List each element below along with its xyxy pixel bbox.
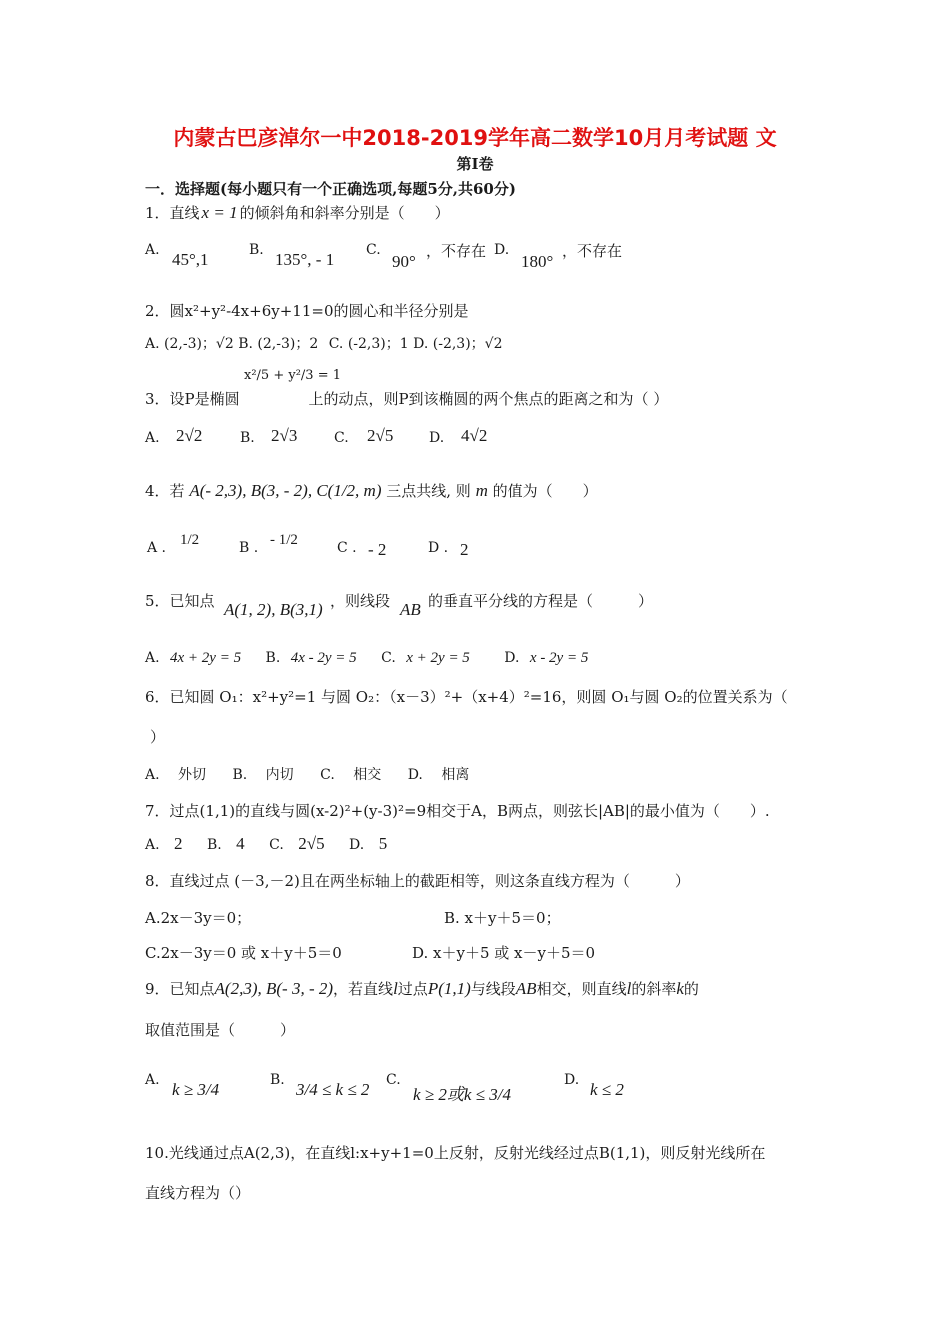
question-3 xyxy=(145,368,668,418)
q9-option-d-label: D. xyxy=(564,1072,580,1088)
q9-text-c: 过点 xyxy=(397,980,428,998)
q7-option-a-label: A. xyxy=(145,837,160,853)
question-8: 8．直线过点 (－3,－2)且在两坐标轴上的截距相等，则这条直线方程为（ ） xyxy=(145,872,690,890)
q3-option-b-label: B. xyxy=(240,430,255,446)
q9-option-b-label: B. xyxy=(270,1072,285,1088)
q8-option-a: A.2x－3y＝0； xyxy=(145,909,252,927)
question-6: 6．已知圆 O₁：x²+y²=1 与圆 O₂：（x－3）²+（x+4）²=16，则圆 O₁与圆 O₂的位置关系为（ xyxy=(145,688,788,706)
q4-text-b: 三点共线, 则 xyxy=(386,482,471,500)
q1-option-d: 180° xyxy=(521,252,554,271)
q9-text-e: 相交，则直线 xyxy=(536,980,627,998)
q6-option-d: D. 相离 xyxy=(407,767,470,783)
q9-option-a-label: A. xyxy=(145,1072,160,1088)
question-4 xyxy=(145,480,598,501)
q9-text-b: ，若直线 xyxy=(333,980,394,998)
q4-option-a-label: A . xyxy=(147,540,167,556)
q5-text-c: 的垂直平分线的方程是（ ） xyxy=(428,592,654,610)
q4-option-c: - 2 xyxy=(368,540,387,559)
q6-option-c: C. 相交 xyxy=(320,767,382,783)
q4-points: A(- 2,3), B(3, - 2), C(1/2, m) xyxy=(189,481,382,500)
q1-option-b: 135°, - 1 xyxy=(275,250,335,269)
q1-text-a: 1．直线 xyxy=(145,204,200,222)
q9-text-d: 与线段 xyxy=(470,980,516,998)
q9-line-l-2: l xyxy=(626,979,632,998)
q4-variable-m: m xyxy=(475,481,488,500)
q9-slope-k: k xyxy=(676,979,684,998)
q7-option-a: 2 xyxy=(174,834,183,853)
q9-option-b: 3/4 ≤ k ≤ 2 xyxy=(296,1080,370,1099)
volume-heading: 第Ⅰ卷 xyxy=(456,155,494,173)
q5-option-a-label: A. xyxy=(145,650,160,666)
q3-text-d: 到该椭圆的两个焦点的距离之和为（ ） xyxy=(408,390,669,408)
q1-option-d-text: ，不存在 xyxy=(562,242,623,260)
question-10: 10.光线通过点A(2,3)，在直线l:x+y+1=0上反射，反射光线经过点B(1,1)，则反射光线所在 xyxy=(145,1144,766,1162)
q3-option-a: 2√2 xyxy=(176,426,203,445)
q6-options xyxy=(145,764,469,784)
q9-points: A(2,3), B(- 3, - 2) xyxy=(214,979,334,998)
q3-text-c: 上的动点，则 xyxy=(308,390,399,408)
q9-line-l: l xyxy=(393,979,398,998)
q2-option-b: (2,-3)；2 xyxy=(257,336,319,352)
q5-text-b: ，则线段 xyxy=(330,592,391,610)
page-title: 内蒙古巴彦淖尔一中2018-2019学年高二数学10月月考试题 文 xyxy=(173,126,777,150)
q5-option-b: 4x - 2y = 5 xyxy=(290,650,357,666)
q2-option-b-label: B. xyxy=(238,336,253,352)
section-heading: 一．选择题(每小题只有一个正确选项,每题5分,共60分) xyxy=(145,180,516,198)
question-1 xyxy=(145,202,450,223)
q3-option-c-label: C. xyxy=(334,430,349,446)
question-9-line-2: 取值范围是（ ） xyxy=(145,1021,296,1039)
q9-option-d: k ≤ 2 xyxy=(590,1080,624,1099)
q1-option-a-label: A. xyxy=(145,242,160,258)
q9-point-p: P(1,1) xyxy=(427,979,471,998)
q7-option-d: 5 xyxy=(378,834,388,853)
q9-segment: AB xyxy=(515,979,537,998)
q4-text-a: 4．若 xyxy=(145,482,185,500)
q3-point-p: P xyxy=(184,390,195,408)
q2-equation: x²+y²-4x+6y+11=0 xyxy=(184,302,334,320)
q9-option-c: k ≥ 2或k ≤ 3/4 xyxy=(413,1085,511,1104)
q4-option-b: - 1/2 xyxy=(270,532,298,548)
q4-option-a: 1/2 xyxy=(180,532,200,548)
q5-option-c: x + 2y = 5 xyxy=(406,650,470,666)
q1-option-d-label: D. xyxy=(494,242,510,258)
q9-text-a: 9．已知点 xyxy=(145,980,215,998)
q2-option-d-label: D. xyxy=(413,336,429,352)
q8-option-b: B. x＋y＋5＝0； xyxy=(444,909,561,927)
q3-option-b: 2√3 xyxy=(271,426,298,445)
q1-equation: x = 1 xyxy=(201,203,238,222)
q4-option-d-label: D . xyxy=(428,540,449,556)
q8-option-d: D. x＋y＋5 或 x－y＋5＝0 xyxy=(412,944,596,962)
question-2 xyxy=(145,300,469,321)
q1-option-c-text: ，不存在 xyxy=(426,242,487,260)
q5-option-b-label: B. xyxy=(265,650,281,666)
q9-option-a: k ≥ 3/4 xyxy=(172,1080,220,1099)
q1-option-c-label: C. xyxy=(366,242,381,258)
q5-option-d-label: D. xyxy=(504,650,520,666)
q9-text-g: 的 xyxy=(683,980,699,998)
q7-option-b: 4 xyxy=(236,834,245,853)
question-10-line-2: 直线方程为（） xyxy=(145,1184,251,1202)
q5-options xyxy=(145,650,588,667)
q3-option-a-label: A. xyxy=(145,430,160,446)
q2-options xyxy=(145,333,503,353)
q7-option-b-label: B. xyxy=(206,837,222,853)
q2-option-c-label: C. xyxy=(328,336,344,352)
q5-segment: AB xyxy=(400,600,421,619)
q2-text-a: 2．圆 xyxy=(145,302,185,320)
q1-text-b: 的倾斜角和斜率分别是（ ） xyxy=(239,204,450,222)
q4-option-b-label: B . xyxy=(239,540,259,556)
q2-option-a-label: A. xyxy=(145,336,160,352)
q3-option-c: 2√5 xyxy=(367,426,394,445)
q3-text-b: 是椭圆 xyxy=(194,390,240,408)
q3-ellipse-equation: x²/5 + y²/3 = 1 xyxy=(244,368,341,383)
q5-text-a: 5．已知点 xyxy=(145,592,215,610)
q7-option-d-label: D. xyxy=(349,837,365,853)
q7-option-c: 2√5 xyxy=(298,834,325,853)
question-6-cont: ） xyxy=(150,728,166,746)
q6-option-a: A. 外切 xyxy=(145,767,207,783)
q5-option-a: 4x + 2y = 5 xyxy=(170,650,242,666)
q2-option-d: (-2,3)；√2 xyxy=(432,336,503,352)
q5-option-c-label: C. xyxy=(381,650,396,666)
q9-text-f: 的斜率 xyxy=(631,980,677,998)
q1-option-a: 45°,1 xyxy=(172,250,209,269)
q2-text-b: 的圆心和半径分别是 xyxy=(333,302,469,320)
q2-option-c: (-2,3)；1 xyxy=(347,336,409,352)
q1-option-c: 90° xyxy=(392,252,416,271)
q6-option-b: B. 内切 xyxy=(232,767,294,783)
q1-option-b-label: B. xyxy=(249,242,264,258)
q3-text-a: 3．设 xyxy=(145,390,185,408)
q5-points: A(1, 2), B(3,1) xyxy=(224,600,323,619)
q4-text-c: 的值为（ ） xyxy=(492,482,598,500)
q9-option-c-label: C. xyxy=(386,1072,401,1088)
q4-option-c-label: C . xyxy=(337,540,357,556)
q3-point-p-2: P xyxy=(398,390,409,408)
q3-option-d-label: D. xyxy=(429,430,445,446)
q2-option-a: (2,-3)；√2 xyxy=(164,336,234,352)
q8-option-c: C.2x－3y＝0 或 x＋y＋5＝0 xyxy=(145,944,342,962)
q3-option-d: 4√2 xyxy=(461,426,488,445)
q7-options xyxy=(145,834,387,854)
q7-option-c-label: C. xyxy=(269,837,284,853)
q4-option-d: 2 xyxy=(460,540,469,559)
q5-option-d: x - 2y = 5 xyxy=(529,650,589,666)
question-9 xyxy=(145,978,699,999)
question-7: 7．过点(1,1)的直线与圆(x-2)²+(y-3)²=9相交于A，B两点，则弦长|AB|的最小值为（ ）. xyxy=(145,802,770,820)
